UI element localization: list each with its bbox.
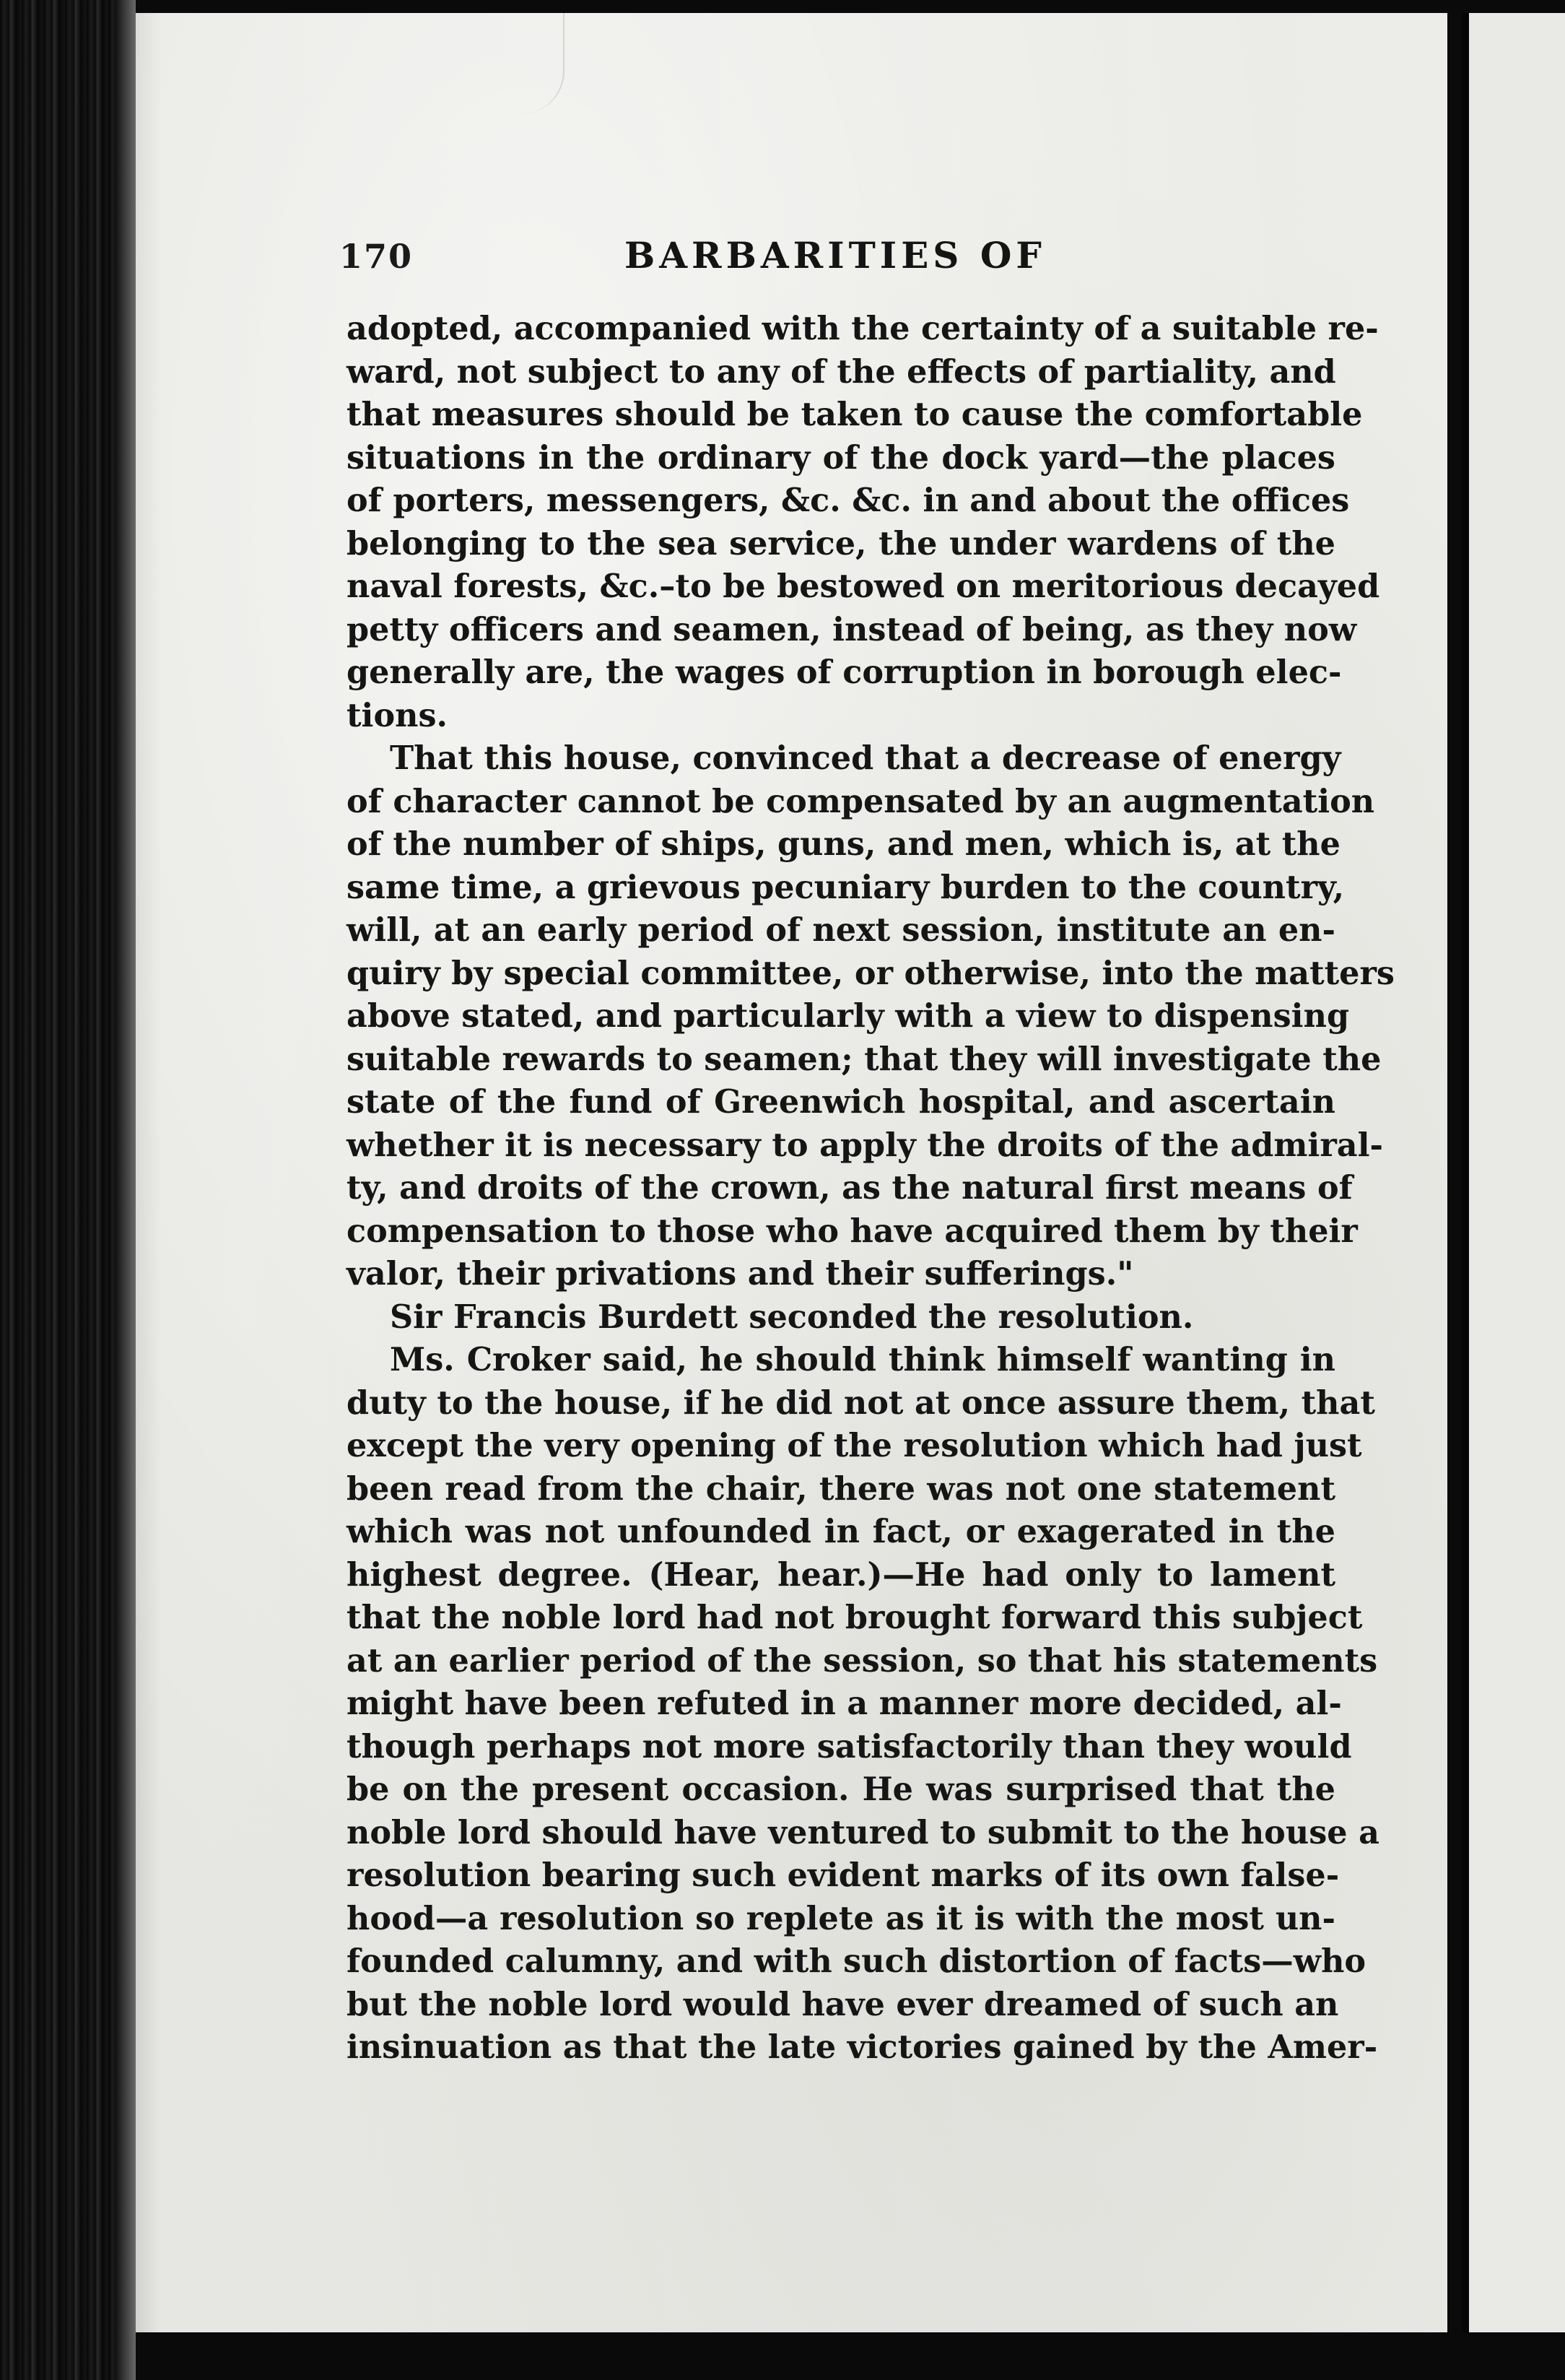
text-line: petty officers and seamen, instead of being, as they now [346, 610, 1357, 648]
text-line: will, at an early period of next session, institute an en- [346, 911, 1335, 949]
text-line: valor, their privations and their sufferings." [346, 1255, 1134, 1293]
text-line: that measures should be taken to cause the comfortable [346, 396, 1363, 433]
running-title: BARBARITIES OF [624, 234, 1046, 277]
text-line: highest degree. (Hear, hear.)—He had only to lament [346, 1555, 1335, 1594]
text-line: tions. [346, 696, 448, 734]
text-line: might have been refuted in a manner more decided, al- [346, 1685, 1342, 1722]
text-line: above stated, and particularly with a view to dispensing [346, 997, 1350, 1035]
text-line: been read from the chair, there was not one statement [346, 1469, 1335, 1508]
text-line: suitable rewards to seamen; that they will investigate the [346, 1040, 1382, 1078]
text-line: duty to the house, if he did not at once assure them, that [346, 1384, 1375, 1422]
page-number: 170 [339, 237, 414, 276]
text-line: belonging to the sea service, the under wardens of the [346, 524, 1335, 563]
paper-crease [404, 13, 564, 114]
text-line: but the noble lord would have ever dreamed of such an [346, 1985, 1339, 2023]
text-line: at an earlier period of the session, so that his statements [346, 1641, 1378, 1680]
text-line: hood—a resolution so replete as it is with the most un- [346, 1899, 1335, 1937]
body-text [346, 308, 1395, 2070]
text-line: be on the present occasion. He was surprised that the [346, 1771, 1335, 1808]
text-line: same time, a grievous pecuniary burden to the country, [346, 868, 1345, 906]
binding-edge [115, 0, 136, 2380]
text-line: adopted, accompanied with the certainty of a suitable re- [346, 310, 1379, 347]
page-header [339, 234, 1350, 295]
text-line: resolution bearing such evident marks of its own false- [346, 1856, 1340, 1894]
text-line: though perhaps not more satisfactorily than they would [346, 1727, 1352, 1766]
text-line: Sir Francis Burdett seconded the resolution. [390, 1298, 1194, 1336]
text-line: ty, and droits of the crown, as the natural first means of [346, 1169, 1353, 1207]
text-line: founded calumny, and with such distortion of facts—who [346, 1942, 1366, 1980]
text-line: which was not unfounded in fact, or exagerated in the [346, 1513, 1335, 1550]
text-line: ward, not subject to any of the effects of partiality, and [346, 352, 1336, 391]
text-line: that the noble lord had not brought forward this subject [346, 1599, 1363, 1636]
text-line: of the number of ships, guns, and men, which is, at the [346, 825, 1341, 863]
text-line: compensation to those who have acquired them by their [346, 1212, 1358, 1250]
text-line: Ms. Croker said, he should think himself wanting in [390, 1341, 1335, 1378]
text-line: whether it is necessary to apply the droits of the admiral- [346, 1126, 1383, 1164]
text-line: state of the fund of Greenwich hospital, and ascertain [346, 1083, 1335, 1121]
text-line: naval forests, &c.–to be bestowed on meritorious decayed [346, 568, 1380, 605]
text-line: generally are, the wages of corruption in borough elec- [346, 653, 1342, 691]
book-binding [0, 0, 134, 2380]
text-line: of porters, messengers, &c. &c. in and about the offices [346, 482, 1350, 519]
text-line: of character cannot be compensated by an augmentation [346, 782, 1375, 820]
text-line: quiry by special committee, or otherwise, into the matters [346, 954, 1395, 992]
text-line: insinuation as that the late victories gained by the Amer- [346, 2028, 1378, 2066]
adjacent-page-edge [1462, 13, 1565, 2332]
text-line: That this house, convinced that a decrease of energy [390, 739, 1341, 777]
text-line: except the very opening of the resolution which had just [346, 1427, 1362, 1464]
text-line: noble lord should have ventured to submit to the house a [346, 1813, 1379, 1851]
text-line: situations in the ordinary of the dock yard—the places [346, 438, 1335, 477]
